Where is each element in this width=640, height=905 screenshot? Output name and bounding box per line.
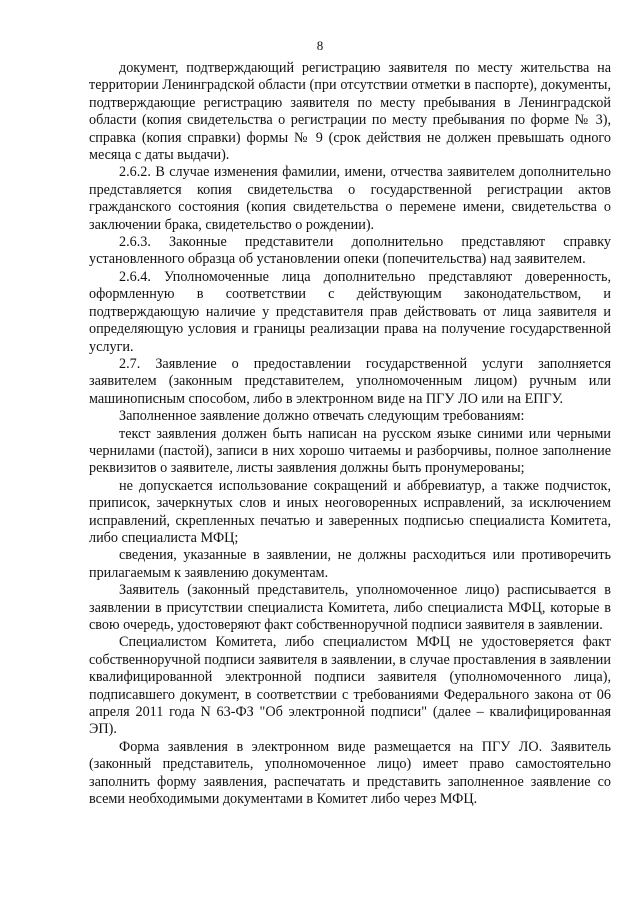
paragraph-registration-documents: документ, подтверждающий регистрацию заявителя по месту жительства на территории Ленинградской области (при отсутствии отметки в паспорте), документы, подтверждающие регистрацию заявителя по месту пребывания в Ленинградской области (копия свидетельства о регистрации по месту пребывания по форме № 3), справка (копия справки) формы № 9 (срок действия не должен превышать одного месяца с даты выдачи). <box>89 60 611 164</box>
paragraph-requirement-text: текст заявления должен быть написан на русском языке синими или черными чернилами (пастой), записи в них хорошо читаемы и разборчивы, полное заполнение реквизитов о заявителе, листы заявления должны быть пронумерованы; <box>89 425 611 477</box>
paragraph-2-6-3: 2.6.3. Законные представители дополнительно представляют справку установленного образца об установлении опеки (попечительства) над заявителем. <box>89 234 611 268</box>
paragraph-2-6-4: 2.6.4. Уполномоченные лица дополнительно представляют доверенность, оформленную в соответствии с действующим законодательством, и подтверждающую наличие у представителя прав действовать от лица заявителя и определяющую условия и границы реализации права на получение государственной услуги. <box>89 268 611 355</box>
paragraph-2-6-2: 2.6.2. В случае изменения фамилии, имени, отчества заявителем дополнительно представляется копия свидетельства о государственной регистрации актов гражданского состояния (копия свидетельства о перемене имени, свидетельства о заключении брака, свидетельство о рождении). <box>89 164 611 233</box>
page-number: 8 <box>316 38 324 53</box>
paragraph-requirements-intro: Заполненное заявление должно отвечать следующим требованиям: <box>119 408 525 425</box>
paragraph-requirement-no-abbreviations: не допускается использование сокращений и аббревиатур, а также подчисток, приписок, зачеркнутых слов и иных неоговоренных исправлений, за исключением исправлений, скрепленных печатью и заверенных подписью специалиста Комитета, либо специалиста МФЦ; <box>89 477 611 546</box>
paragraph-signature: Заявитель (законный представитель, уполномоченное лицо) расписывается в заявлении в присутствии специалиста Комитета, либо специалиста МФЦ, которые в свою очередь, удостоверяют факт собственноручной подписи заявителя в заявлении. <box>89 582 611 633</box>
paragraph-2-7: 2.7. Заявление о предоставлении государственной услуги заполняется заявителем (законным представителем, уполномоченным лицом) ручным или машинописным способом, либо в электронном виде на ПГУ ЛО или на ЕПГУ. <box>89 355 611 407</box>
document-body <box>89 60 611 808</box>
paragraph-electronic-form: Форма заявления в электронном виде размещается на ПГУ ЛО. Заявитель (законный представитель, уполномоченное лицо) имеет право самостоятельно заполнить форму заявления, распечатать и представить заполненное заявление со всеми необходимыми документами в Комитет либо через МФЦ. <box>89 738 611 808</box>
paragraph-electronic-signature: Специалистом Комитета, либо специалистом МФЦ не удостоверяется факт собственноручной подписи заявителя в заявлении, в случае проставления в заявлении квалифицированной электронной подписи заявителя (уполномоченного лица), подписавшего документ, в соответствии с требованиями Федерального закона от 06 апреля 2011 года N 63-ФЗ "Об электронной подписи" (далее – квалифицированная ЭП). <box>89 634 611 738</box>
paragraph-requirement-consistency: сведения, указанные в заявлении, не должны расходиться или противоречить прилагаемым к заявлению документам. <box>89 547 611 581</box>
